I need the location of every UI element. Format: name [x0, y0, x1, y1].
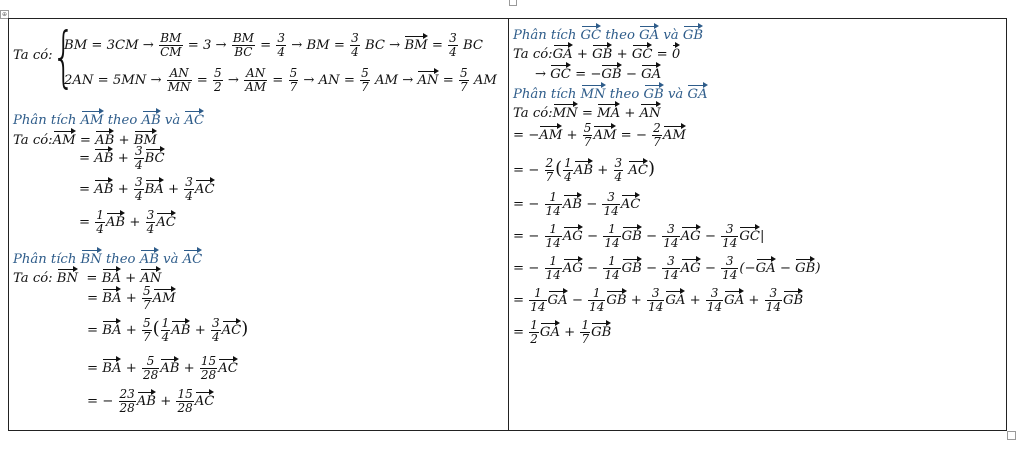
- left-cell[interactable]: [9, 19, 508, 430]
- right-cell[interactable]: [509, 19, 1006, 430]
- bn-step-2: = BA + $\frac{5}{7}$ AM: [87, 284, 176, 312]
- am-step-4: = $\frac{1}{4}$ AB + $\frac{3}{4}$ AC: [79, 208, 176, 236]
- heading-analyze-bn: Phân tích BN theo AB và AC: [13, 249, 202, 268]
- mn-step-8: = $\frac{1}{2}$ GA + $\frac{1}{7}$ GB: [513, 318, 612, 346]
- am-step-1: Ta có:AM = AB + BM: [13, 130, 157, 149]
- content-table: [8, 18, 1007, 431]
- table-resize-handle[interactable]: [1007, 431, 1016, 440]
- bn-step-3: = BA + $\frac{5}{7}$ ( $\frac{1}{4}$ AB + $\frac{3}{4}$ AC): [87, 316, 249, 344]
- mn-step-4: = − $\frac{1}{14}$ AB − $\frac{3}{14}$ AC: [513, 190, 641, 218]
- system-eq-2: 2AN = 5MN → $\frac{AN}{MN}$ = $\frac{5}{2}$ → $\frac{AN}{AM}$ = $\frac{5}{7}$ → AN = $\frac{5}{7}$ AM → AN = $\frac{5}{7}$ AM: [64, 66, 497, 94]
- heading-analyze-mn: Phân tích MN theo GB và GA: [513, 84, 708, 103]
- bn-step-5: = − $\frac{23}{28}$ AB + $\frac{15}{28}$ AC: [87, 387, 215, 415]
- heading-analyze-am: Phân tích AM theo AB và AC: [13, 110, 204, 129]
- mn-step-6: = − $\frac{1}{14}$ AG − $\frac{1}{14}$ GB − $\frac{3}{14}$ AG − $\frac{3}{14}$ (−GA − GB): [513, 254, 821, 282]
- mn-step-3: = − $\frac{2}{7}$ ( $\frac{1}{4}$ AB + $\frac{3}{4}$ AC): [513, 156, 655, 184]
- page-marker-top: [509, 0, 517, 6]
- gc-step-1: Ta có:GA + GB + GC = 0: [513, 44, 680, 63]
- mn-step-2: = −AM + $\frac{5}{7}$ AM = − $\frac{2}{7}$ AM: [513, 121, 686, 149]
- am-step-2: = AB + $\frac{3}{4}$ BC: [79, 144, 165, 172]
- bn-step-1: Ta có: BN = BA + AN: [13, 268, 161, 287]
- mn-step-7: = $\frac{1}{14}$ GA − $\frac{1}{14}$ GB + $\frac{3}{14}$ GA + $\frac{3}{14}$ GA + $\frac{3}{14}$ GB: [513, 286, 804, 314]
- am-step-3: = AB + $\frac{3}{4}$ BA + $\frac{3}{4}$ AC: [79, 175, 215, 203]
- table-move-handle[interactable]: ⊕: [1, 11, 8, 18]
- system-intro: Ta có:: [13, 48, 53, 63]
- mn-step-5: = − $\frac{1}{14}$ AG − $\frac{1}{14}$ GB − $\frac{3}{14}$ AG − $\frac{3}{14}$ GC|: [513, 222, 765, 250]
- mn-step-1: Ta có:MN = MA + AN: [513, 103, 661, 122]
- bn-step-4: = BA + $\frac{5}{28}$ AB + $\frac{15}{28}$ AC: [87, 354, 238, 382]
- system-eq-1: BM = 3CM → $\frac{BM}{CM}$ = 3 → $\frac{BM}{BC}$ = $\frac{3}{4}$ → BM = $\frac{3}{4}$ BC → BM = $\frac{3}{4}$ BC: [64, 31, 483, 59]
- gc-step-2: → GC = −GB − GA: [535, 64, 661, 83]
- heading-analyze-gc: Phân tích GC theo GA và GB: [513, 25, 703, 44]
- system-brace-icon: {: [52, 18, 76, 95]
